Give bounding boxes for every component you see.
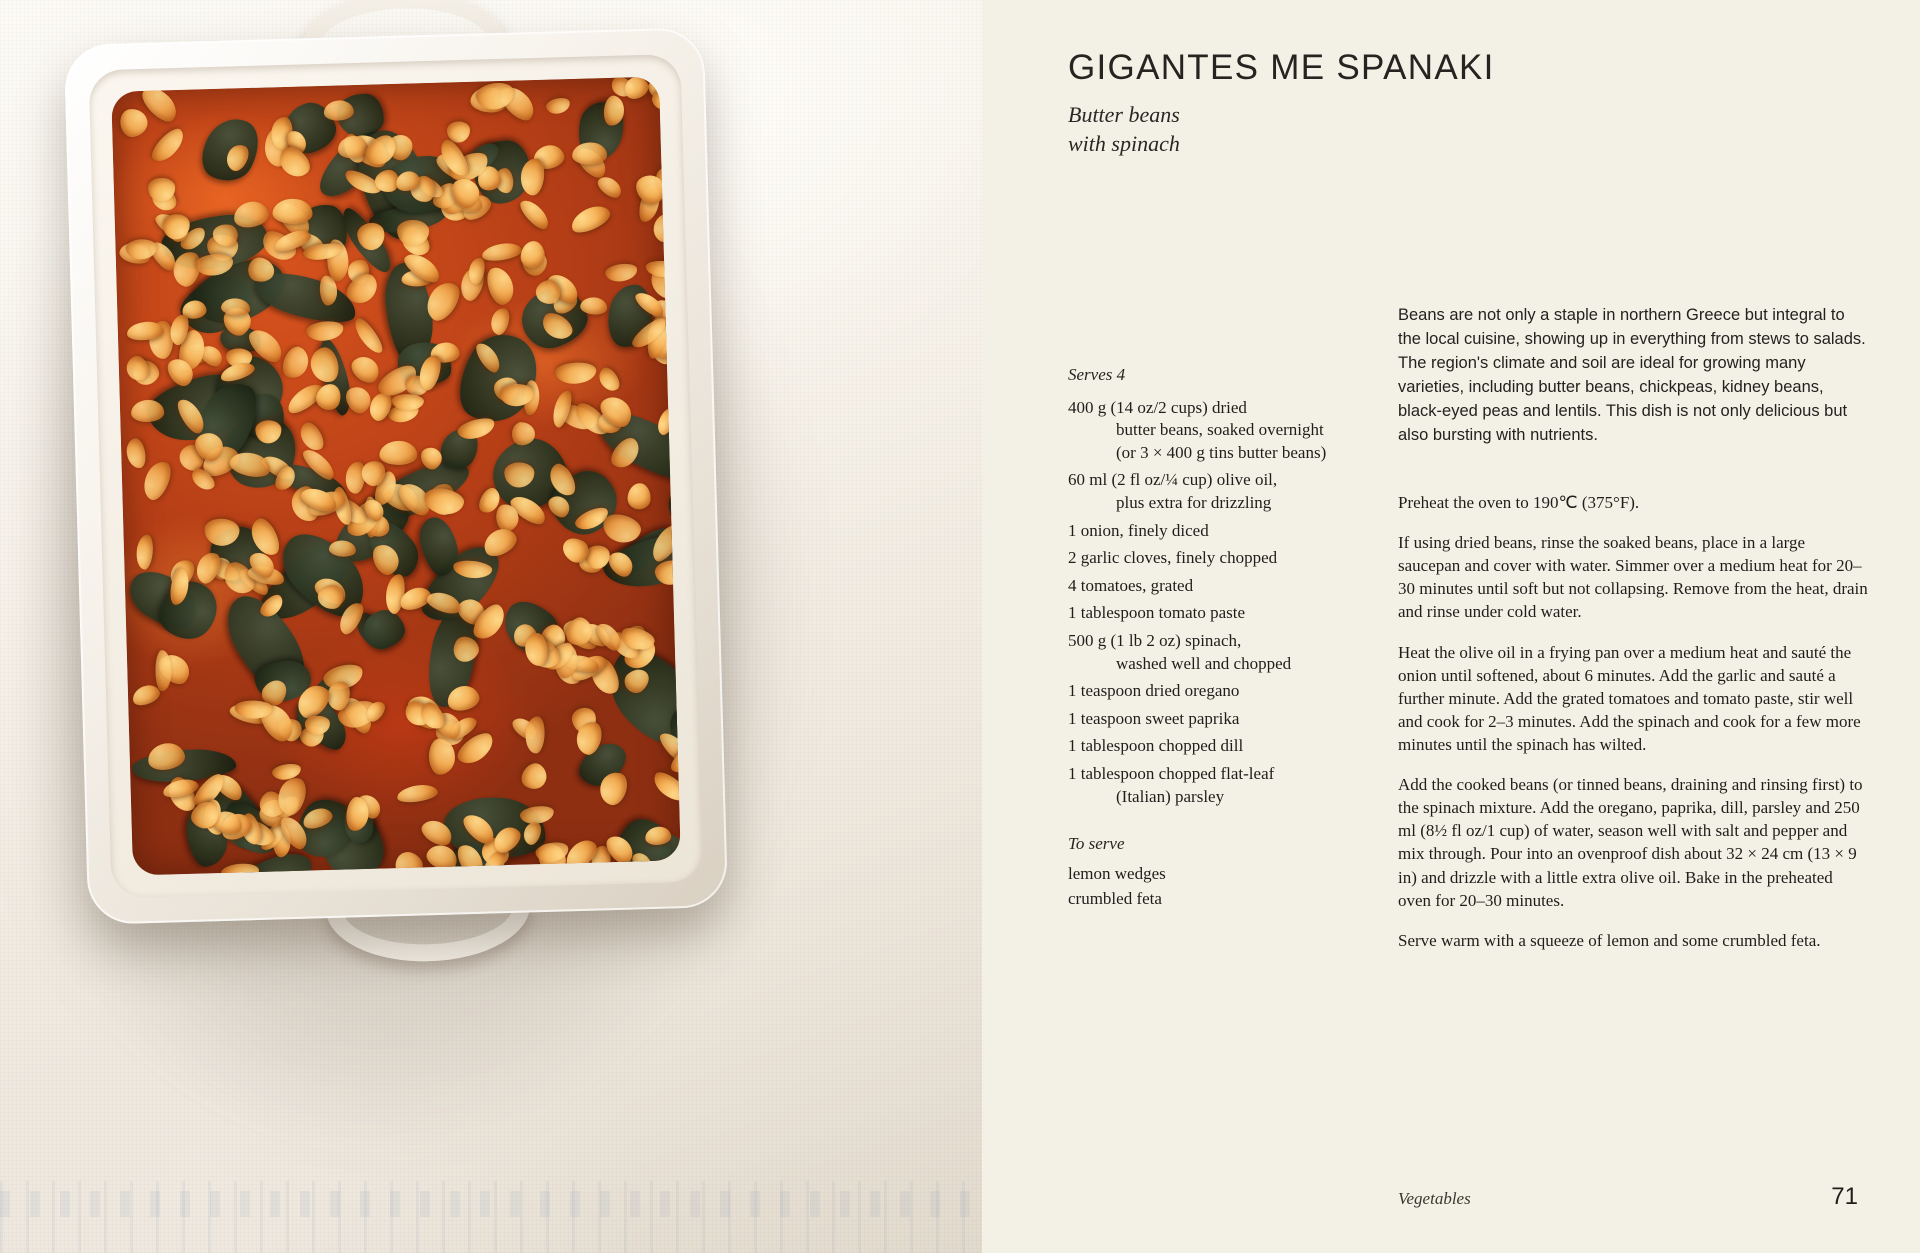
- butter-bean: [452, 559, 493, 580]
- ingredient-item: [1068, 680, 1340, 703]
- butter-bean: [519, 157, 546, 197]
- butter-bean: [596, 768, 632, 808]
- butter-bean: [484, 264, 518, 307]
- butter-bean: [481, 241, 523, 263]
- butter-bean: [257, 591, 287, 621]
- ingredient-item: [1068, 520, 1340, 543]
- right-text-column: [1398, 185, 1868, 969]
- butter-bean: [545, 492, 574, 521]
- butter-bean: [118, 107, 149, 139]
- to-serve-item: lemon wedges: [1068, 864, 1166, 884]
- butter-bean: [516, 195, 552, 232]
- butter-bean: [429, 739, 455, 776]
- ingredient-item: [1068, 735, 1340, 758]
- butter-bean: [572, 142, 608, 165]
- butter-bean: [204, 518, 241, 547]
- ingredient-item: [1068, 397, 1340, 465]
- method-step: If using dried beans, rinse the soaked beans, place in a large saucepan and cover with water. Simmer over a medium heat for 20–30 minutes until soft but not collapsing. Remove from the heat, drain and rinse under cold water.: [1398, 533, 1868, 622]
- butter-bean: [504, 462, 535, 488]
- butter-bean: [135, 533, 154, 570]
- ingredient-text: 2 garlic cloves, finely chopped: [1068, 548, 1278, 568]
- butter-bean: [603, 95, 626, 127]
- footer-section-label: Vegetables: [1398, 1189, 1471, 1208]
- butter-bean: [350, 315, 386, 357]
- butter-bean: [605, 263, 639, 284]
- butter-bean: [306, 320, 344, 342]
- butter-bean: [479, 523, 521, 560]
- butter-bean: [328, 539, 356, 557]
- butter-bean: [272, 199, 312, 224]
- serves-label: Serves 4: [1068, 364, 1126, 384]
- recipe-text-page: [982, 0, 1920, 1253]
- butter-bean: [599, 511, 643, 547]
- ingredient-item: [1068, 547, 1340, 570]
- roasting-dish: [64, 27, 728, 925]
- butter-bean: [544, 96, 571, 116]
- ingredient-continuation: butter beans, soaked overnight (or 3 × 400 g tins butter beans): [1116, 420, 1327, 462]
- ingredient-item: [1068, 763, 1340, 808]
- butter-bean: [194, 252, 234, 277]
- to-serve-heading: To serve: [1068, 834, 1125, 854]
- butter-bean: [307, 345, 341, 385]
- butter-bean: [279, 344, 313, 383]
- butter-bean: [231, 199, 271, 231]
- method-step: Heat the olive oil in a frying pan over a medium heat and sauté the onion until softened, about 6 minutes. Add the garlic and sauté a further minute. Add the grated tomatoes and tomato paste, stir well and cook for 2–3 minutes. Add the spinach and cook for a few more minutes until the spinach has wilted.: [1398, 642, 1861, 754]
- ingredient-item: [1068, 602, 1340, 625]
- butter-bean: [368, 540, 403, 579]
- butter-bean: [380, 441, 418, 465]
- lace-trim: [0, 1181, 982, 1253]
- to-serve-item: crumbled feta: [1068, 888, 1162, 908]
- butter-bean: [300, 445, 338, 483]
- butter-bean: [124, 437, 148, 470]
- butter-bean: [579, 296, 608, 316]
- butter-bean: [473, 339, 505, 375]
- ingredient-text: 1 tablespoon chopped flat-leaf: [1068, 764, 1275, 784]
- ingredients-list: [1068, 397, 1340, 809]
- recipe-subtitle-line-2: with spinach: [1068, 131, 1180, 157]
- butter-bean: [520, 240, 546, 268]
- butter-bean: [445, 683, 482, 714]
- butter-bean: [221, 297, 251, 316]
- ingredient-text: 400 g (14 oz/2 cups) dried: [1068, 397, 1247, 417]
- butter-bean: [644, 826, 672, 847]
- baked-beans-surface: [111, 77, 681, 876]
- ingredient-text: 1 teaspoon sweet paprika: [1068, 708, 1240, 728]
- butter-bean: [148, 124, 189, 166]
- ingredient-item: [1068, 469, 1340, 514]
- butter-bean: [545, 460, 580, 500]
- ingredient-text: 1 tablespoon chopped dill: [1068, 736, 1244, 756]
- butter-bean: [517, 759, 552, 794]
- butter-bean: [649, 768, 681, 807]
- butter-bean: [521, 820, 544, 847]
- butter-bean: [620, 664, 654, 697]
- butter-bean: [146, 740, 187, 773]
- butter-bean: [355, 221, 387, 252]
- butter-bean: [395, 782, 438, 804]
- page-title: GIGANTES ME SPANAKI: [1068, 48, 1495, 87]
- butter-beans: [111, 77, 681, 876]
- ingredient-continuation: plus extra for drizzling: [1116, 492, 1272, 512]
- ingredient-item: [1068, 630, 1340, 675]
- ingredient-text: 1 teaspoon dried oregano: [1068, 681, 1240, 701]
- butter-bean: [131, 399, 165, 422]
- ingredient-text: 1 onion, finely diced: [1068, 520, 1209, 540]
- butter-bean: [425, 588, 464, 616]
- to-serve-list: [1068, 862, 1340, 911]
- ingredient-continuation: (Italian) parsley: [1116, 786, 1225, 806]
- butter-bean: [607, 434, 644, 473]
- ingredient-text: 500 g (1 lb 2 oz) spinach,: [1068, 630, 1242, 650]
- butter-bean: [537, 308, 576, 344]
- butter-bean: [511, 422, 535, 446]
- butter-bean: [422, 485, 466, 517]
- butter-bean: [418, 444, 446, 473]
- ingredient-text: 4 tomatoes, grated: [1068, 575, 1194, 595]
- page-footer: [1398, 1183, 1858, 1211]
- page-number: 71: [1831, 1183, 1858, 1210]
- butter-bean: [255, 420, 281, 443]
- method-step: Add the cooked beans (or tinned beans, draining and rinsing first) to the spinach mixture. Add the oregano, paprika, dill, parsley and 250 ml (8½ fl oz/1 cup) of water, season well with salt and pepper and mix through. Pour into an ovenproof dish about 32 × 24 cm (13 × 9 in) and drizzle with a little extra olive oil. Bake in the preheated oven for 20–30 minutes.: [1398, 775, 1863, 910]
- recipe-subtitle-line-1: Butter beans: [1068, 102, 1180, 127]
- ingredient-item: [1068, 575, 1340, 598]
- ingredient-item: [1068, 708, 1340, 731]
- butter-bean: [489, 306, 513, 336]
- ingredient-continuation: washed well and chopped: [1116, 653, 1292, 673]
- butter-bean: [456, 415, 497, 443]
- recipe-subtitle: [1068, 100, 1368, 159]
- ingredient-text: 60 ml (2 fl oz/¼ cup) olive oil,: [1068, 470, 1278, 490]
- butter-bean: [174, 395, 209, 436]
- recipe-intro: Beans are not only a staple in northern Greece but integral to the local cuisine, showing up in everything from stews to salads. The region's climate and soil are ideal for growing many varieties, including butter beans, chickpeas, kidney beans, black-eyed peas and lentils. This dish is not only delicious but also bursting with nutrients.: [1398, 305, 1866, 444]
- butter-bean: [554, 362, 596, 385]
- recipe-columns: [1068, 185, 1868, 1045]
- butter-bean: [296, 419, 328, 454]
- butter-bean: [223, 141, 253, 174]
- ingredients-column: [1068, 365, 1340, 912]
- method-step: Serve warm with a squeeze of lemon and some crumbled feta.: [1398, 930, 1821, 950]
- method-steps: [1398, 491, 1868, 952]
- ingredient-text: 1 tablespoon tomato paste: [1068, 603, 1246, 623]
- butter-bean: [628, 483, 652, 510]
- butter-bean: [595, 364, 623, 394]
- butter-bean: [245, 255, 276, 284]
- butter-bean: [317, 585, 343, 610]
- method-step: Preheat the oven to 190℃ (375°F).: [1398, 492, 1640, 512]
- butter-bean: [300, 805, 334, 832]
- butter-bean: [323, 99, 355, 121]
- butter-bean: [568, 200, 614, 236]
